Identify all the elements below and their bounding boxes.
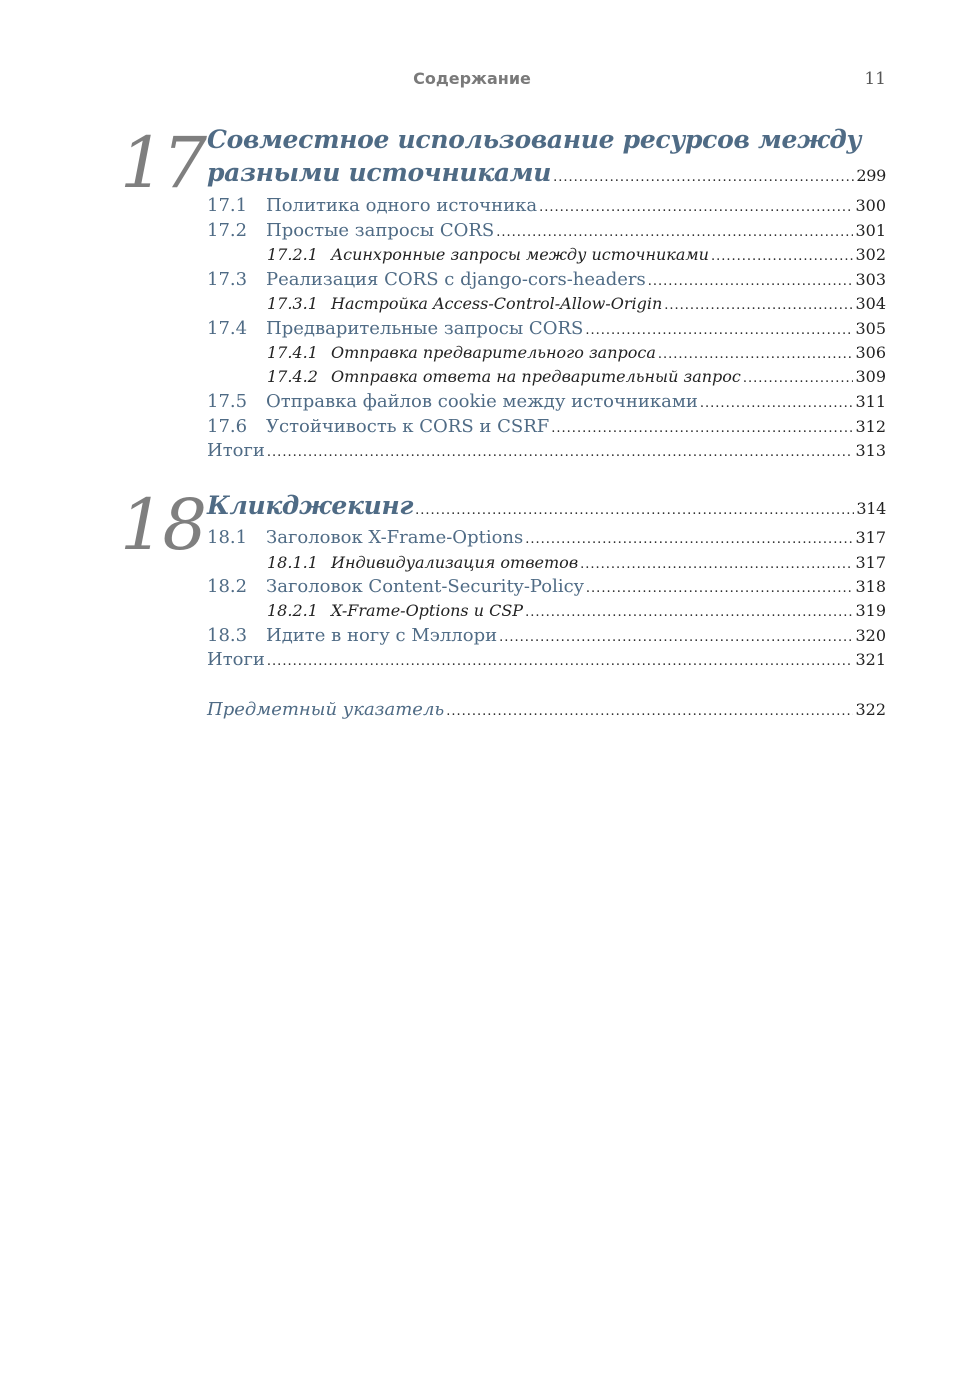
- toc-entry-17-4-1[interactable]: [267, 343, 886, 362]
- subsection-page: 306: [855, 343, 886, 362]
- section-title: Предварительные запросы CORS: [266, 318, 584, 339]
- section-page: 301: [855, 221, 886, 240]
- chapter-18-entry[interactable]: [207, 491, 886, 520]
- subsection-title: Асинхронные запросы между источниками: [331, 245, 709, 264]
- dot-leader: [711, 249, 853, 264]
- section-number: 17.3: [207, 269, 248, 290]
- subsection-title: Отправка ответа на предварительный запрос: [331, 367, 741, 386]
- summary-page: 313: [855, 441, 886, 460]
- subsection-title: Индивидуализация ответов: [331, 553, 579, 572]
- chapter-18-page: 314: [856, 499, 886, 518]
- dot-leader: [496, 225, 853, 240]
- toc-entry-18-summary[interactable]: [207, 649, 886, 670]
- dot-leader: [553, 170, 854, 185]
- dot-leader: [580, 557, 853, 572]
- section-page: 303: [855, 270, 886, 289]
- summary-page: 321: [855, 650, 886, 669]
- subsection-page: 302: [855, 245, 886, 264]
- subsection-page: 304: [855, 294, 886, 313]
- toc-entry-18-1[interactable]: [207, 527, 886, 548]
- subsection-title: Настройка Access-Control-Allow-Origin: [331, 294, 663, 313]
- toc-entry-17-3-1[interactable]: [267, 294, 886, 313]
- summary-title: Итоги: [207, 649, 265, 670]
- section-number: 17.2: [207, 220, 248, 241]
- dot-leader: [700, 396, 854, 411]
- chapter-17-title-line1[interactable]: Совместное использование ресурсов между: [207, 125, 862, 154]
- summary-title: Итоги: [207, 440, 265, 461]
- toc-entry-17-summary[interactable]: [207, 440, 886, 461]
- running-title: Содержание: [413, 69, 531, 88]
- toc-entry-17-5[interactable]: [207, 391, 886, 412]
- index-title: Предметный указатель: [207, 699, 445, 720]
- section-title: Простые запросы CORS: [266, 220, 495, 241]
- subsection-number: 17.2.1: [267, 245, 318, 264]
- subsection-number: 18.2.1: [267, 601, 318, 620]
- subsection-page: 317: [855, 553, 886, 572]
- section-number: 18.1: [207, 527, 248, 548]
- toc-entry-17-1[interactable]: [207, 195, 886, 216]
- dot-leader: [267, 654, 854, 669]
- section-page: 312: [855, 417, 886, 436]
- section-page: 300: [855, 196, 886, 215]
- section-title: Устойчивость к CORS и CSRF: [266, 416, 550, 437]
- section-page: 320: [855, 626, 886, 645]
- subsection-number: 18.1.1: [267, 553, 318, 572]
- dot-leader: [585, 323, 853, 338]
- section-title: Заголовок Content-Security-Policy: [266, 576, 584, 597]
- toc-entry-18-2-1[interactable]: [267, 601, 886, 620]
- chapter-number-18: 18: [120, 484, 206, 566]
- toc-entry-17-2-1[interactable]: [267, 245, 886, 264]
- section-number: 17.5: [207, 391, 248, 412]
- toc-entry-17-4-2[interactable]: [267, 367, 886, 386]
- subsection-number: 17.4.1: [267, 343, 318, 362]
- section-title: Заголовок X-Frame-Options: [266, 527, 524, 548]
- toc-entry-17-4[interactable]: [207, 318, 886, 339]
- section-page: 311: [855, 392, 886, 411]
- chapter-number-17: 17: [120, 122, 206, 204]
- subsection-page: 319: [855, 601, 886, 620]
- section-number: 18.2: [207, 576, 248, 597]
- dot-leader: [525, 532, 853, 547]
- page-number: 11: [864, 69, 886, 89]
- section-number: 18.3: [207, 625, 248, 646]
- toc-entry-18-3[interactable]: [207, 625, 886, 646]
- chapter-18-title: Кликджекинг: [207, 491, 414, 520]
- dot-leader: [415, 503, 854, 518]
- dot-leader: [539, 200, 853, 215]
- subsection-number: 17.3.1: [267, 294, 318, 313]
- subsection-title: X-Frame-Options и CSP: [331, 601, 524, 620]
- section-page: 318: [855, 577, 886, 596]
- index-page: 322: [855, 700, 886, 719]
- dot-leader: [743, 371, 854, 386]
- section-title: Политика одного источника: [266, 195, 538, 216]
- dot-leader: [525, 605, 853, 620]
- dot-leader: [658, 347, 854, 362]
- toc-entry-17-2[interactable]: [207, 220, 886, 241]
- subsection-page: 309: [855, 367, 886, 386]
- toc-entry-18-2[interactable]: [207, 576, 886, 597]
- chapter-17-title-line2: разными источниками: [207, 158, 552, 187]
- section-number: 17.1: [207, 195, 248, 216]
- section-number: 17.6: [207, 416, 248, 437]
- chapter-17-page: 299: [856, 166, 886, 185]
- section-title: Отправка файлов cookie между источниками: [266, 391, 698, 412]
- chapter-17-entry[interactable]: [207, 158, 886, 187]
- subsection-number: 17.4.2: [267, 367, 318, 386]
- toc-entry-18-1-1[interactable]: [267, 553, 886, 572]
- toc-entry-17-6[interactable]: [207, 416, 886, 437]
- toc-entry-index[interactable]: [207, 699, 886, 720]
- subsection-title: Отправка предварительного запроса: [331, 343, 656, 362]
- section-number: 17.4: [207, 318, 248, 339]
- section-page: 317: [855, 528, 886, 547]
- dot-leader: [648, 274, 854, 289]
- dot-leader: [446, 704, 853, 719]
- toc-entry-17-3[interactable]: [207, 269, 886, 290]
- dot-leader: [267, 445, 854, 460]
- section-page: 305: [855, 319, 886, 338]
- dot-leader: [499, 630, 853, 645]
- section-title: Реализация CORS с django-cors-headers: [266, 269, 646, 290]
- dot-leader: [586, 581, 854, 596]
- dot-leader: [551, 421, 853, 436]
- dot-leader: [664, 298, 853, 313]
- section-title: Идите в ногу с Мэллори: [266, 625, 498, 646]
